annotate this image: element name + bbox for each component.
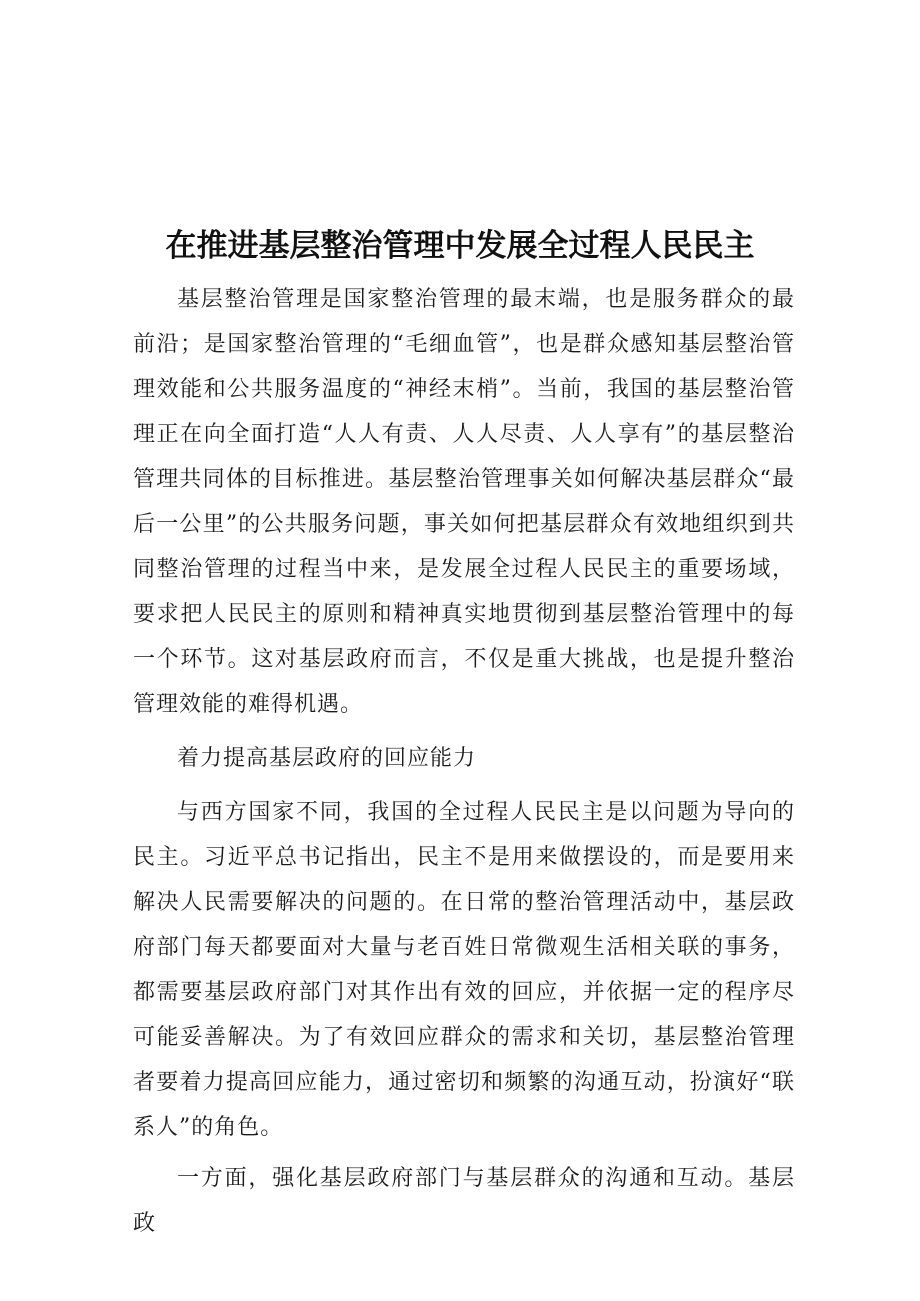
section-paragraph: 一方面，强化基层政府部门与基层群众的沟通和互动。基层政 <box>133 1166 795 1236</box>
intro-paragraph: 基层整治管理是国家整治管理的最末端，也是服务群众的最前沿；是国家整治管理的“毛细血管”，也是群众感知基层整治管理效能和公共服务温度的“神经末梢”。当前，我国的基层整治管理正在向全面打造“人人有责、人人尽责、人人享有”的基层整治管理共同体的目标推进。基层整治管理事关如何解决基层群众“最后一公里”的公共服务问题，事关如何把基层群众有效地组织到共同整治管理的过程当中来，是发展全过程人民民主的重要场域，要求把人民民主的原则和精神真实地贯彻到基层整治管理中的每一个环节。这对基层政府而言，不仅是重大挑战，也是提升整治管理效能的难得机遇。 <box>133 287 795 717</box>
document-title: 在推进基层整治管理中发展全过程人民民主 <box>165 228 755 264</box>
section-paragraph: 与西方国家不同，我国的全过程人民民主是以问题为导向的民主。习近平总书记指出，民主不是用来做摆设的，而是要用来解决人民需要解决的问题的。在日常的整治管理活动中，基层政府部门每天都要面对大量与老百姓日常微观生活相关联的事务，都需要基层政府部门对其作出有效的回应，并依据一定的程序尽可能妥善解决。为了有效回应群众的需求和关切，基层整治管理者要着力提高回应能力，通过密切和频繁的沟通互动，扮演好“联系人”的角色。 <box>133 800 795 1140</box>
document-body <box>133 277 795 1246</box>
section-heading: 着力提高基层政府的回应能力 <box>177 746 477 771</box>
